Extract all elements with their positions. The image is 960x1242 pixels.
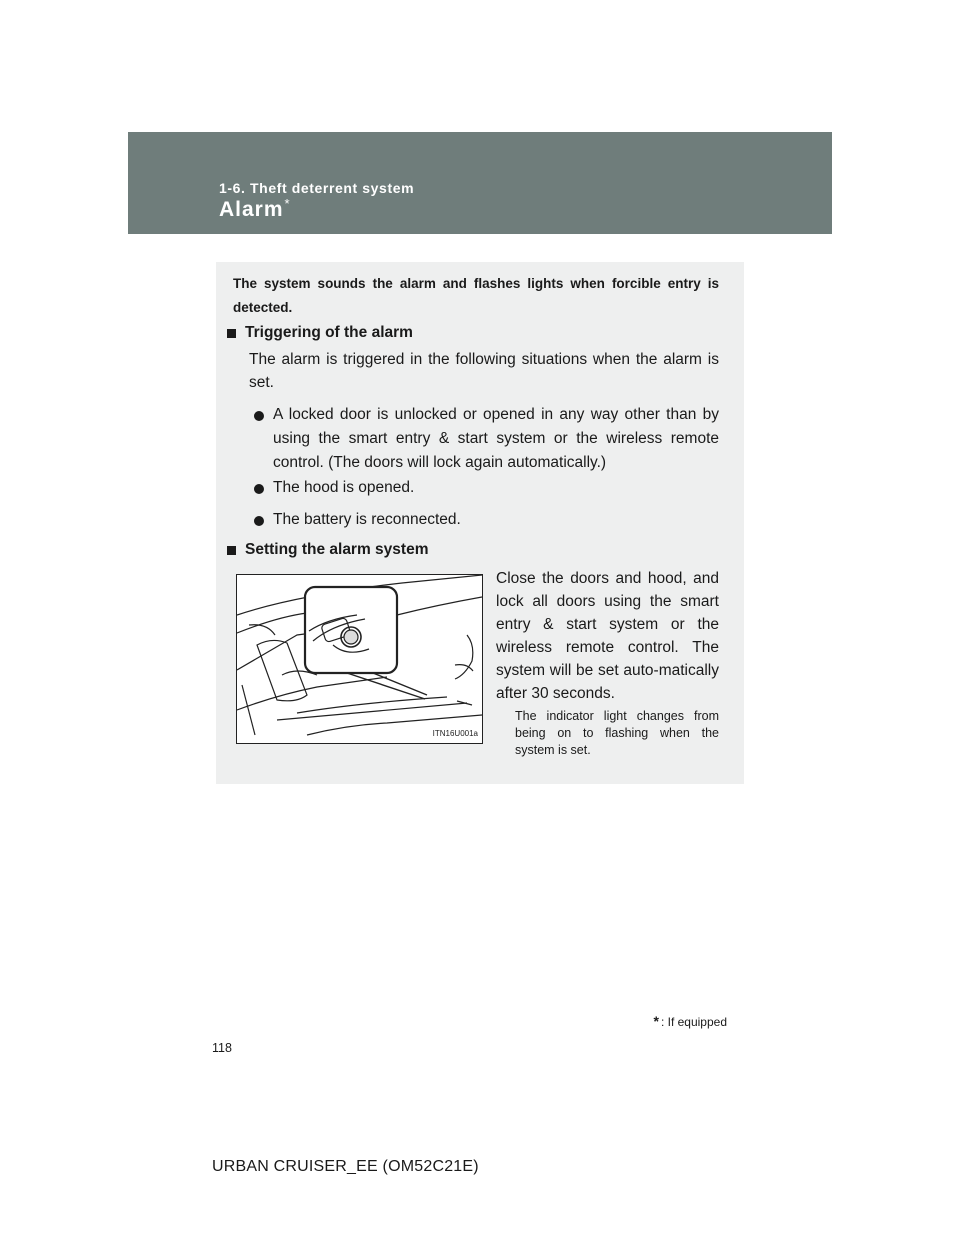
- triggering-text: The alarm is triggered in the following situations when the alarm is set.: [249, 351, 719, 391]
- page-title-text: Alarm: [219, 198, 284, 221]
- triggering-heading-text: Triggering of the alarm: [245, 324, 413, 341]
- bullet-icon: [254, 484, 264, 494]
- list-item: [253, 508, 719, 532]
- list-item: [253, 476, 719, 500]
- title-footnote-mark: *: [284, 196, 291, 211]
- figure-code: ITN16U001a: [432, 729, 478, 738]
- bullet-icon: [254, 411, 264, 421]
- list-item: [253, 403, 719, 475]
- list-item-text: A locked door is unlocked or opened in any way other than by using the smart entry & start system or the wireless remote control. (The doors will lock again automatically.): [273, 406, 719, 471]
- bullet-icon: [254, 516, 264, 526]
- setting-text: Close the doors and hood, and lock all doors using the smart entry & start system or the wireless remote control. The system will be set auto-matically after 30 seconds.: [496, 570, 719, 702]
- intro-text: The system sounds the alarm and flashes lights when forcible entry is detected.: [233, 276, 719, 315]
- indicator-illustration: [236, 574, 483, 744]
- setting-heading-text: Setting the alarm system: [245, 541, 429, 558]
- content-box: [216, 262, 744, 784]
- list-item-text: The hood is opened.: [273, 479, 415, 496]
- chapter-header: [128, 132, 832, 234]
- square-bullet-icon: [227, 546, 236, 555]
- square-bullet-icon: [227, 329, 236, 338]
- section-label: 1-6. Theft deterrent system: [219, 180, 415, 196]
- footnote: [653, 1013, 727, 1029]
- dashboard-drawing: [237, 575, 482, 743]
- setting-note: The indicator light changes from being on to flashing when the system is set.: [515, 709, 719, 757]
- footnote-mark: *: [653, 1013, 659, 1029]
- page-title: [219, 198, 291, 222]
- list-item-text: The battery is reconnected.: [273, 511, 461, 528]
- setting-heading: [223, 541, 428, 559]
- page-number: 118: [212, 1041, 232, 1055]
- triggering-heading: [223, 324, 413, 342]
- document-footer: URBAN CRUISER_EE (OM52C21E): [212, 1158, 479, 1175]
- footnote-text: : If equipped: [660, 1015, 727, 1029]
